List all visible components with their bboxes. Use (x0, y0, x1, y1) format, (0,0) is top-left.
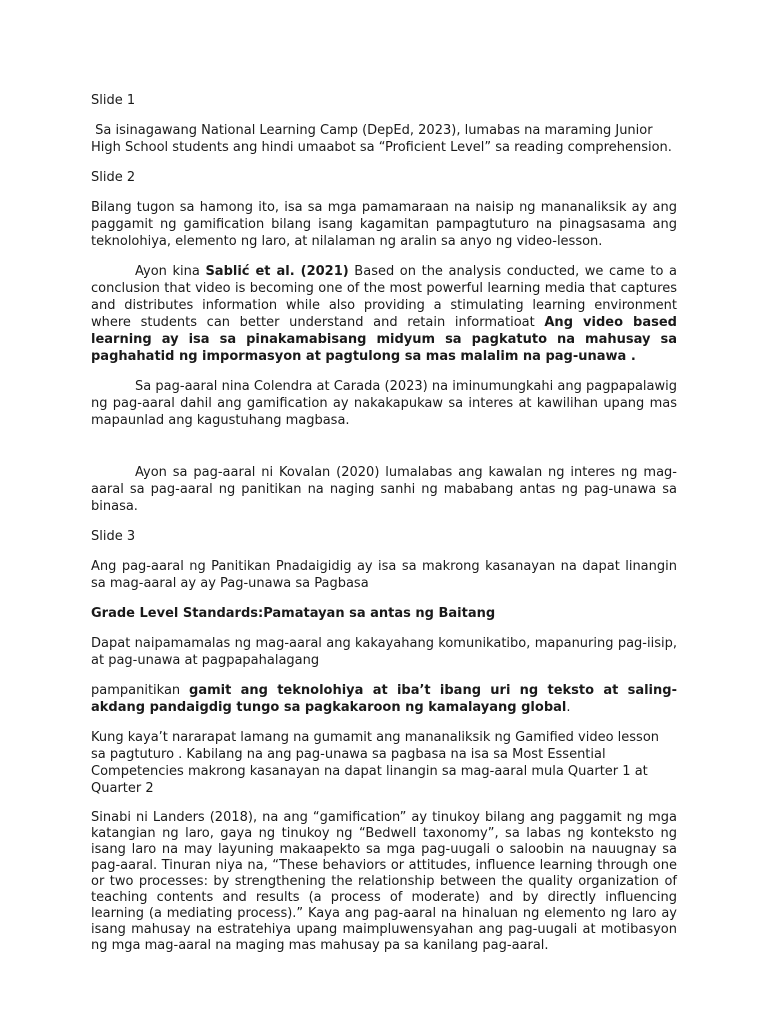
slide-1-heading: Slide 1 (91, 93, 136, 108)
standards-period: . (566, 700, 571, 715)
slide-2-paragraph-2 (91, 263, 677, 365)
standards-lead-text: pampanitikan (91, 683, 190, 698)
citation-author: Sablić et al. (2021) (205, 264, 349, 279)
slide-3-paragraph-3 (91, 682, 677, 716)
document-body (91, 92, 677, 967)
citation-conclusion: Ang video based learning ay isa sa pinakamabisang midyum sa pagkatuto na mahusay sa paghahatid ng impormasyon at pagtulong sa mas malalim na pag-unawa . (91, 315, 677, 364)
slide-2-paragraph-1: Bilang tugon sa hamong ito, isa sa mga pamamaraan na naisip ng mananaliksik ay ang paggamit ng gamification bilang isang kagamitan pampagtuturo na pinagsasama ang teknolohiya, elemento ng laro, at nilalaman ng aralin sa anyo ng video-lesson. (91, 200, 677, 249)
grade-level-standards-text: Grade Level Standards:Pamatayan sa antas ng Baitang (91, 606, 496, 621)
citation-lead-text: Ayon kina (135, 264, 206, 279)
slide-3-heading: Slide 3 (91, 529, 136, 544)
slide-2-heading: Slide 2 (91, 170, 136, 185)
slide-1-paragraph: Sa isinagawang National Learning Camp (DepEd, 2023), lumabas na maraming Junior High School students ang hindi umaabot sa “Proficient Level” sa reading comprehension. (91, 123, 672, 155)
slide-2-paragraph-3: Sa pag-aaral nina Colendra at Carada (2023) na iminumungkahi ang pagpapalawig ng pag-aaral dahil ang gamification ay nakakapukaw sa interes at kawilihan upang mas mapaunlad ang kagustuhang magbasa. (91, 379, 677, 428)
grade-level-standards-heading (91, 605, 677, 622)
standards-bold-text: gamit ang teknolohiya at iba’t ibang uri ng teksto at saling-akdang pandaigdig tungo sa pagkakaroon ng kamalayang global (91, 683, 677, 715)
slide-3-paragraph-1: Ang pag-aaral ng Panitikan Pnadaigidig ay isa sa makrong kasanayan na dapat linangin sa mag-aaral ay ay Pag-unawa sa Pagbasa (91, 559, 677, 591)
slide-2-paragraph-4: Ayon sa pag-aaral ni Kovalan (2020) lumalabas ang kawalan ng interes ng mag-aaral sa pag-aaral ng panitikan na naging sanhi ng mababang antas ng pag-unawa sa binasa. (91, 465, 677, 514)
slide-3-paragraph-4: Kung kaya’t nararapat lamang na gumamit ang mananaliksik ng Gamified video lesson sa pagtuturo . Kabilang na ang pag-unawa sa pagbasa na isa sa Most Essential Competencies makrong kasanayan na dapat linangin sa mag-aaral mula Quarter 1 at Quarter 2 (91, 730, 660, 796)
citation-quote: Based on the analysis conducted, we came to a conclusion that video is becoming one of the most powerful learning media that captures and distributes information while also providing a stimulating learning environment where students can better understand and retain informatioat (91, 264, 677, 330)
slide-3-paragraph-2: Dapat naipamamalas ng mag-aaral ang kakayahang komunikatibo, mapanuring pag-iisip, at pag-unawa at pagpapahalagang (91, 636, 677, 668)
slide-3-paragraph-5: Sinabi ni Landers (2018), na ang “gamification” ay tinukoy bilang ang paggamit ng mga katangian ng laro, gaya ng tinukoy ng “Bedwell taxonomy”, sa labas ng konteksto ng isang laro na may layuning makaapekto sa mga pag-uugali o saloobin na nauugnay sa pag-aaral. Tinuran niya na, “These behaviors or attitudes, influence learning through one or two processes: by strengthening the relationship between the quality organization of teaching contents and results (a process of moderate) and by directly influencing learning (a mediating process).” Kaya ang pag-aaral na hinaluan ng elemento ng laro ay isang mahusay na estratehiya upang maimpluwensyahan ang pag-uugali at motibasyon ng mga mag-aaral na maging mas mahusay pa sa kanilang pag-aaral. (91, 810, 677, 953)
paragraph-spacer (91, 442, 677, 464)
